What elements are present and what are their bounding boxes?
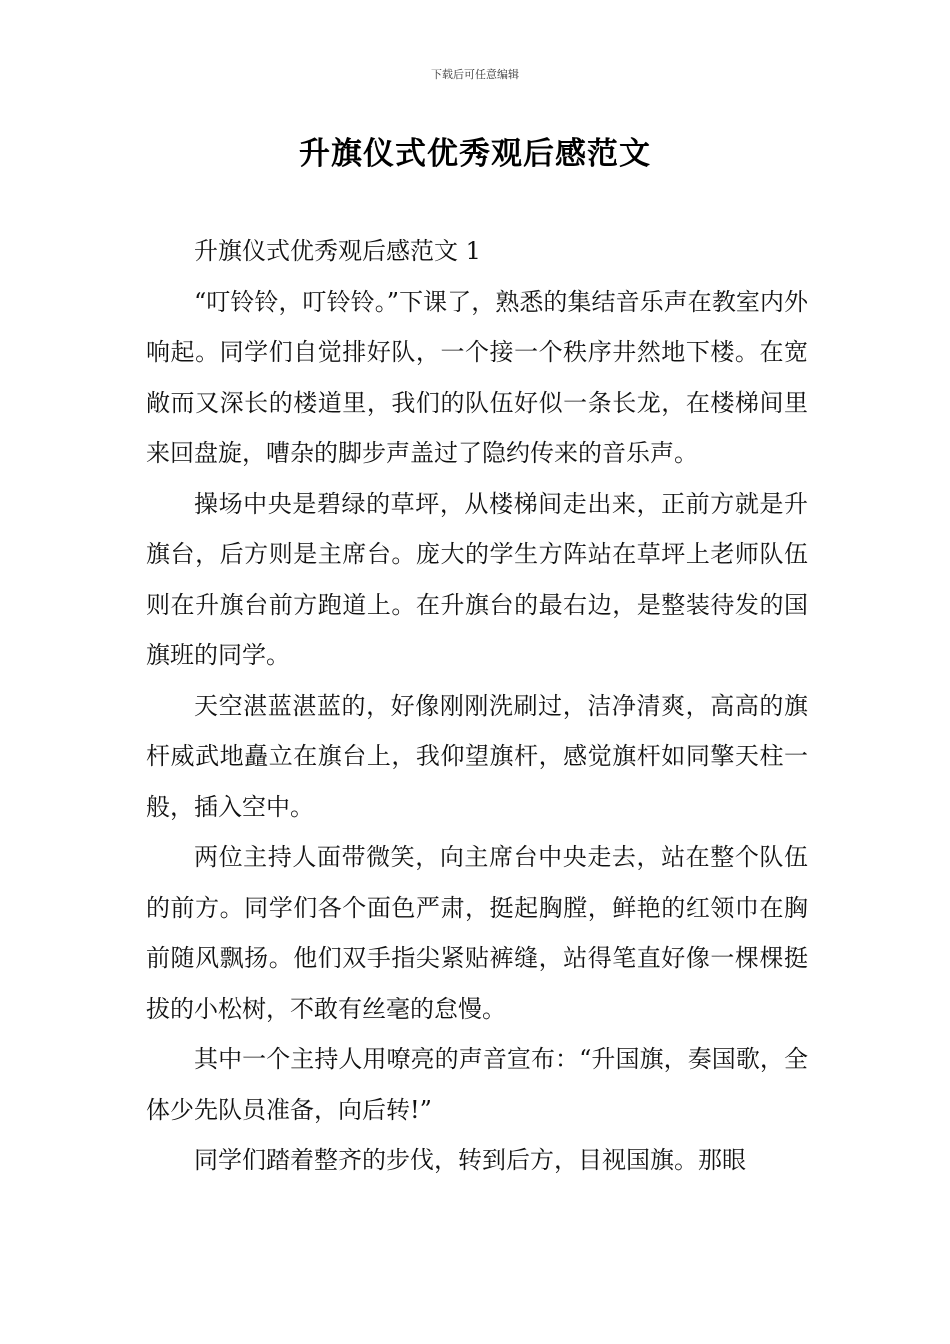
paragraph: 两位主持人面带微笑，向主席台中央走去，站在整个队伍的前方。同学们各个面色严肃，挺起胸膛，鲜艳的红领巾在胸前随风飘扬。他们双手指尖紧贴裤缝，站得笔直好像一棵棵挺拔的小松树，不敢有丝毫的怠慢。 xyxy=(146,843,808,1023)
document-body xyxy=(146,226,808,1186)
page-header: 下载后可任意编辑 xyxy=(431,68,519,81)
document-title: 升旗仪式优秀观后感范文 xyxy=(299,136,651,172)
paragraph: 同学们踏着整齐的步伐，转到后方，目视国旗。那眼 xyxy=(194,1146,746,1174)
paragraph: 天空湛蓝湛蓝的，好像刚刚洗刷过，洁净清爽，高高的旗杆威武地矗立在旗台上，我仰望旗杆，感觉旗杆如同擎天柱一般，插入空中。 xyxy=(146,691,808,821)
section-heading: 升旗仪式优秀观后感范文 1 xyxy=(194,237,481,265)
paragraph: “叮铃铃，叮铃铃。”下课了，熟悉的集结音乐声在教室内外响起。同学们自觉排好队，一个接一个秩序井然地下楼。在宽敞而又深长的楼道里，我们的队伍好似一条长龙，在楼梯间里来回盘旋，嘈杂的脚步声盖过了隐约传来的音乐声。 xyxy=(146,287,808,467)
paragraph: 其中一个主持人用嘹亮的声音宣布：“升国旗，奏国歌，全体少先队员准备，向后转!” xyxy=(146,1045,808,1124)
paragraph: 操场中央是碧绿的草坪，从楼梯间走出来，正前方就是升旗台，后方则是主席台。庞大的学生方阵站在草坪上老师队伍则在升旗台前方跑道上。在升旗台的最右边，是整装待发的国旗班的同学。 xyxy=(146,489,808,669)
